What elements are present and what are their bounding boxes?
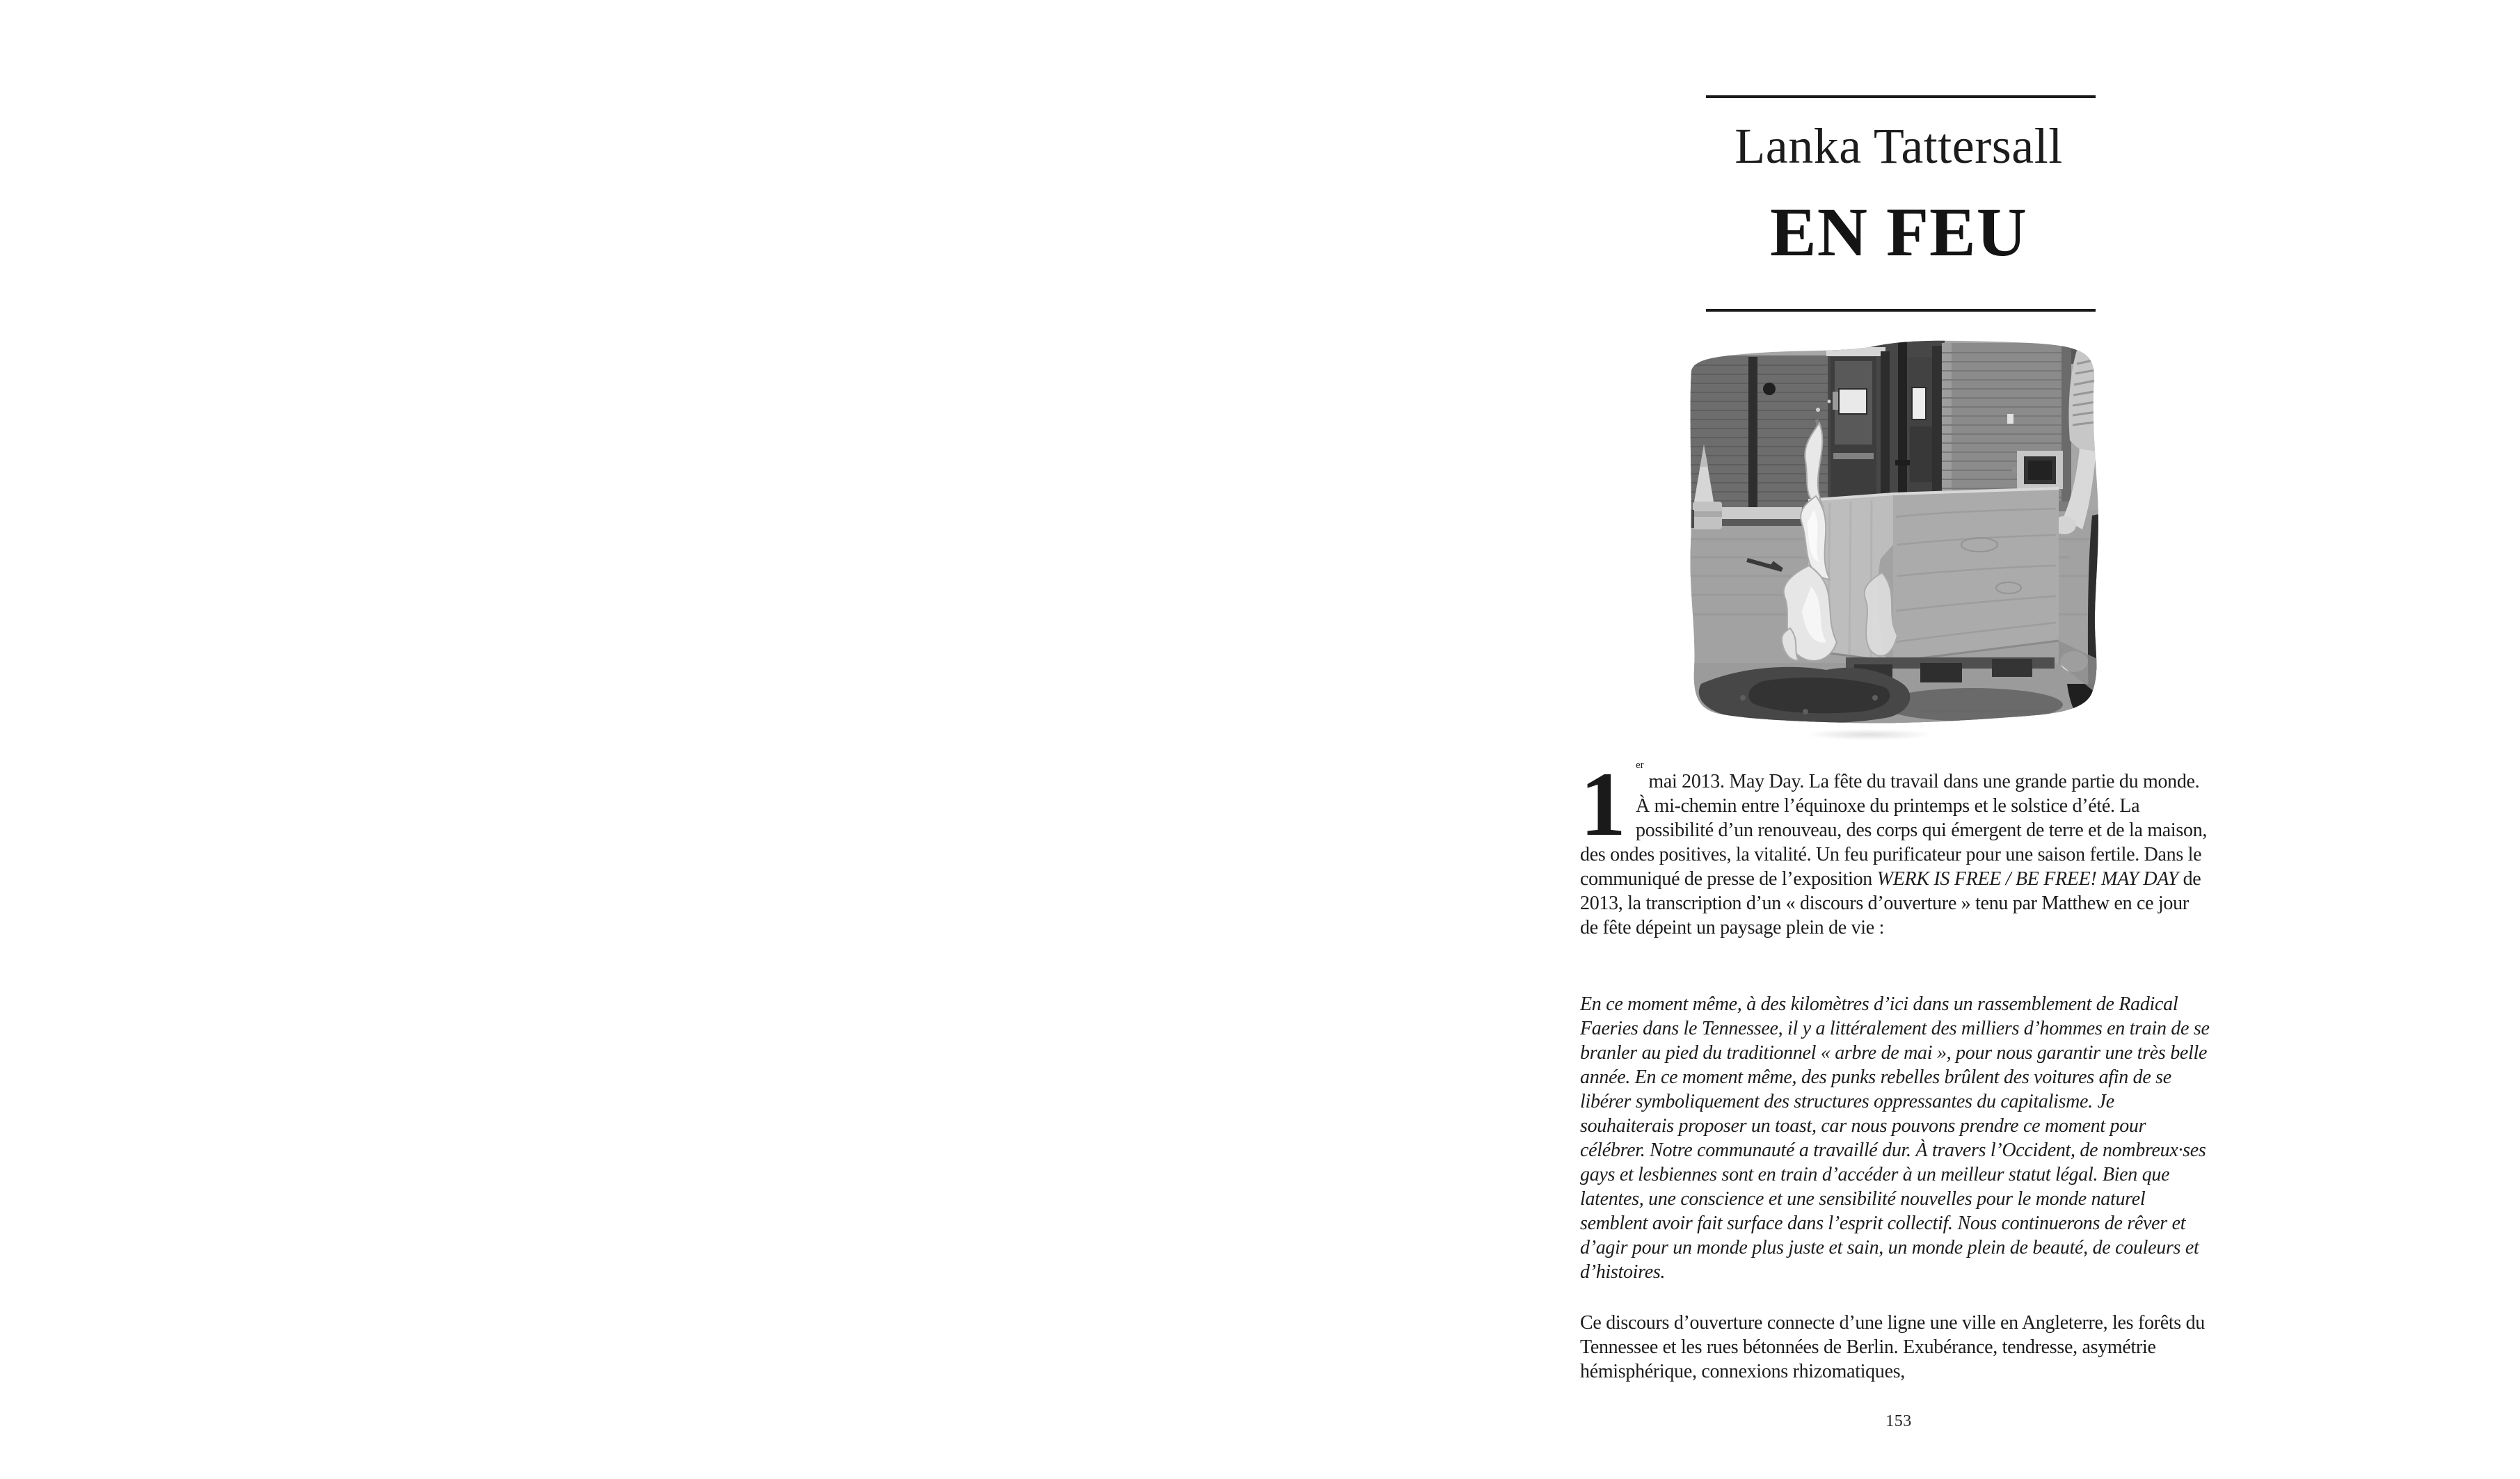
author-name: Lanka Tattersall [1735, 118, 2063, 174]
opening-paragraph [1580, 753, 2210, 940]
closing-paragraph: Ce discours d’ouverture connecte d’une ligne une ville en Angleterre, les forêts du Tennessee et les rues bétonnées de Berlin. Exubérance, tendresse, asymétrie hémisphérique, connexions rhizomatiques, [1580, 1312, 2206, 1382]
header-rule-top [1706, 95, 2096, 98]
speech-blockquote: En ce moment même, à des kilomètres d’ici dans un rassemblement de Radical Faeries dans le Tennessee, il y a littéralement des milliers d’hommes en train de se branler au pied du traditionnel « arbre de mai », pour nous garantir une très belle année. En ce moment même, des punks rebelles brûlent des voitures afin de se libérer symboliquement des structures oppressantes du capitalisme. Je souhaiterais proposer un toast, car nous pouvons prendre ce moment pour célébrer. Notre communauté a travaillé dur. À travers l’Occident, de nombreux·ses gays et lesbiennes sont en train d’accéder à un meilleur statut légal. Bien que latentes, une conscience et une sensibilité nouvelles pour le monde naturel semblent avoir fait surface dans l’esprit collectif. Nous continuerons de rêver et d’agir pour un monde plus juste et sain, un monde plein de beauté, de couleurs et d’histoires. [1580, 993, 2210, 1283]
article-photo-burning-cube [1680, 336, 2119, 736]
paragraph-text: de 2013, la transcription d’un « discours d’ouverture » tenu par Matthew en ce jour de fête dépeint un paysage plein de vie : [1580, 868, 2201, 938]
photo-drop-shadow [1789, 728, 1949, 742]
paragraph-text: mai 2013. May Day. La fête du travail dans une grande partie du monde. À mi-chemin entre l’équinoxe du printemps et le solstice d’été. La possibilité d’un renouveau, des corps qui émergent de terre et de la maison, des ondes positives, la vitalité. Un feu purificateur pour une saison fertile. Dans le communiqué de presse de l’exposition [1580, 771, 2208, 890]
photo-plywood-cube [1808, 488, 2059, 662]
page-number: 153 [1885, 1412, 1912, 1430]
photo-illustration [1680, 336, 2119, 736]
exhibition-title: WERK IS FREE / BE FREE! MAY DAY [1876, 868, 2178, 890]
header-rule-bottom [1706, 309, 2096, 312]
right-page [1580, 0, 2217, 1479]
drop-cap: 1 [1580, 753, 1626, 855]
ordinal-superscript: er [1636, 760, 1644, 771]
essay-title: EN FEU [1770, 193, 2027, 271]
